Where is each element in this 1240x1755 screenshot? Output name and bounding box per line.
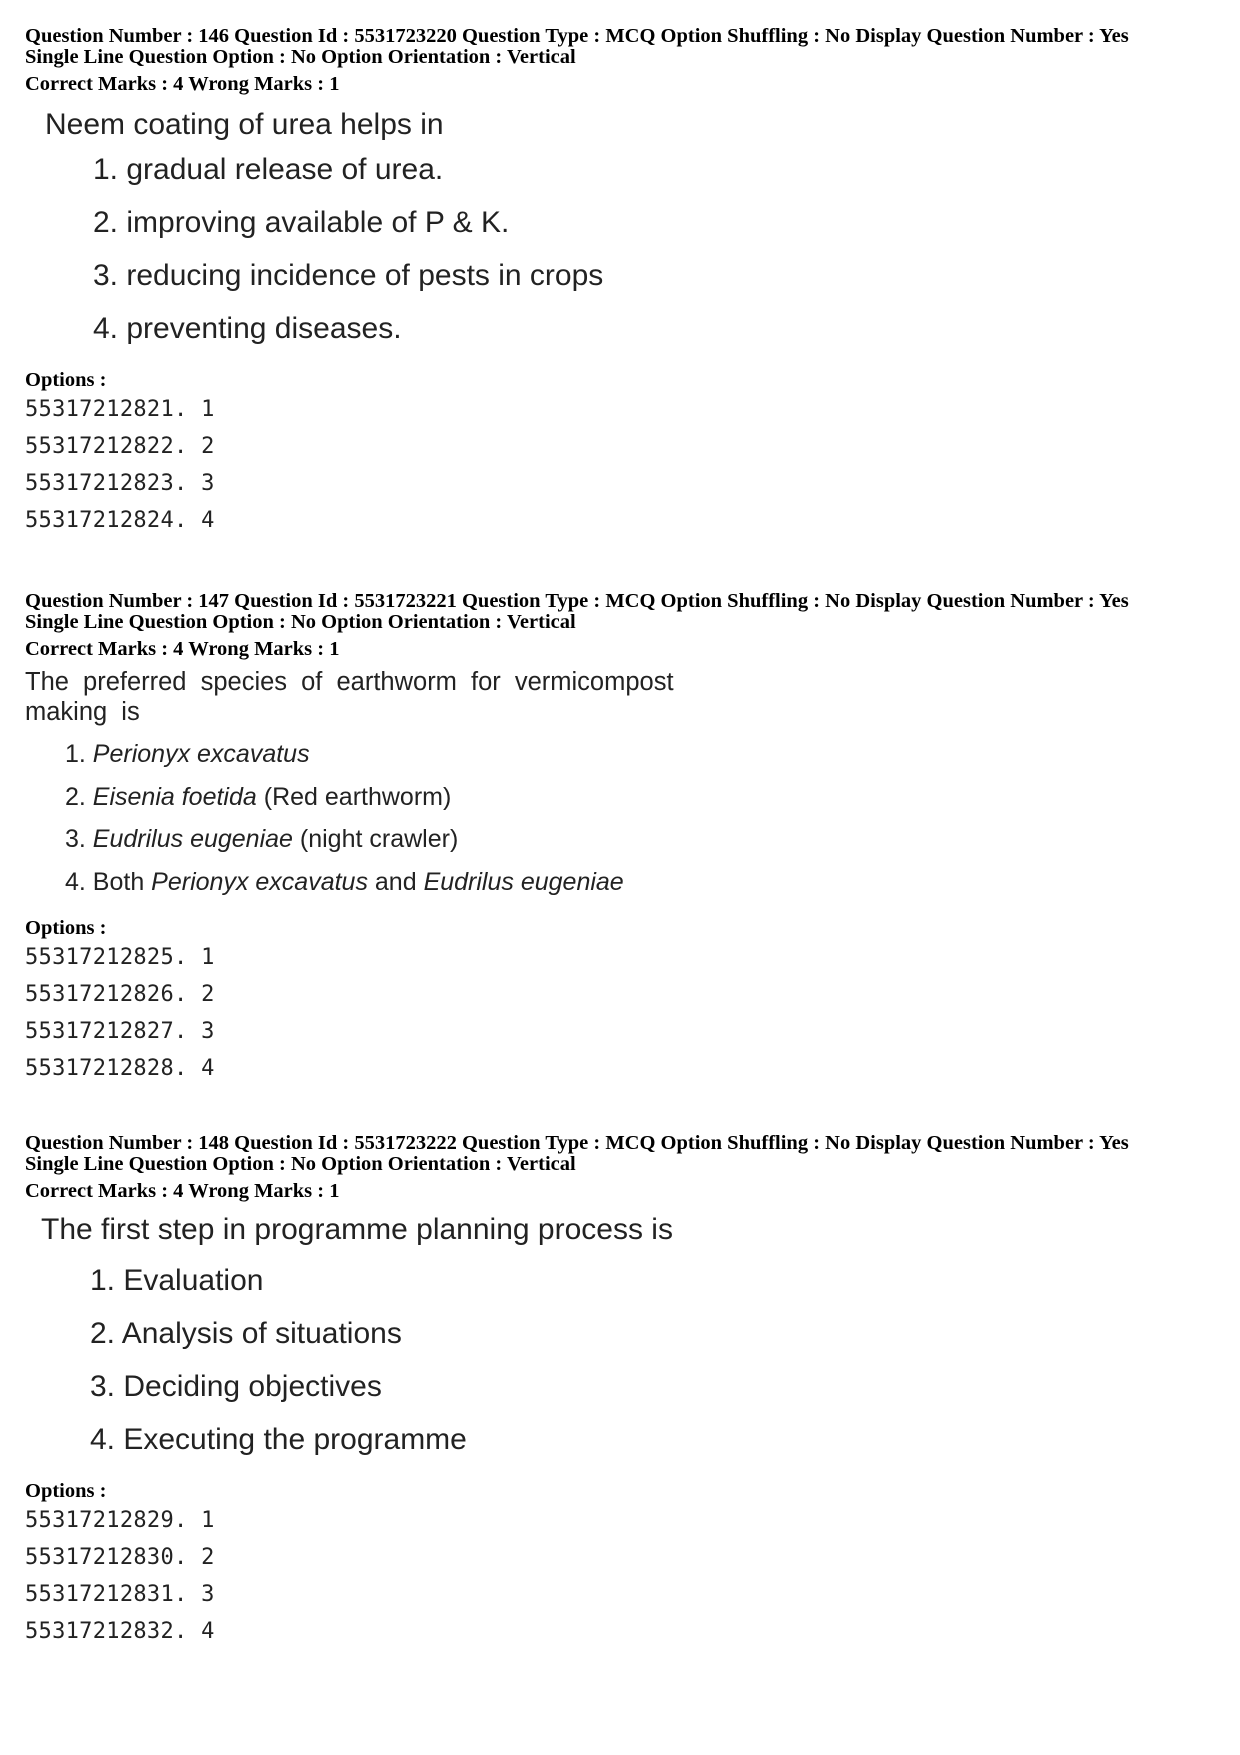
species-name: Perionyx excavatus xyxy=(92,740,310,768)
answer-choice xyxy=(25,818,705,861)
question-meta-line: Question Number : 146 Question Id : 5531723220 Question Type : MCQ Option Shuffling : No Display Question Number : Yes xyxy=(25,25,1129,47)
option-id: 55317212823. 3 xyxy=(25,471,215,496)
question-meta-line: Single Line Question Option : No Option Orientation : Vertical xyxy=(25,1153,576,1175)
option-id: 55317212829. 1 xyxy=(25,1508,215,1533)
options-list xyxy=(25,939,1215,1087)
options-list xyxy=(25,1502,1215,1650)
option-id: 55317212824. 4 xyxy=(25,508,215,533)
question-meta-line: Single Line Question Option : No Option Orientation : Vertical xyxy=(25,46,576,68)
species-name: Perionyx excavatus xyxy=(151,867,368,896)
choice-text: (Red earthworm) xyxy=(256,782,452,811)
answer-choice: 2. improving available of P & K. xyxy=(93,206,510,239)
answer-choice: 4. preventing diseases. xyxy=(93,312,402,345)
question-text: Neem coating of urea helps in xyxy=(45,108,444,141)
option-id: 55317212830. 2 xyxy=(25,1545,215,1570)
choice-number: 4. xyxy=(65,867,93,896)
answer-choice: 3. Deciding objectives xyxy=(90,1370,382,1403)
question-stem-image xyxy=(25,667,705,903)
options-label: Options : xyxy=(25,1480,107,1502)
options-label: Options : xyxy=(25,369,107,391)
answer-choice: 1. Evaluation xyxy=(90,1264,264,1297)
options-list xyxy=(25,391,1215,539)
choice-text: Both xyxy=(92,867,152,896)
choice-number: 2. xyxy=(65,782,93,811)
species-name: Eisenia foetida xyxy=(92,782,257,811)
question-stem-image xyxy=(25,107,1215,355)
answer-choice: 3. reducing incidence of pests in crops xyxy=(93,259,604,292)
option-id: 55317212828. 4 xyxy=(25,1056,215,1081)
answer-choice xyxy=(25,776,705,819)
answer-choice: 1. gradual release of urea. xyxy=(93,153,444,186)
option-id: 55317212832. 4 xyxy=(25,1619,215,1644)
question-block-147 xyxy=(25,591,1215,1087)
choice-number: 1. xyxy=(65,740,93,768)
option-id: 55317212822. 2 xyxy=(25,434,215,459)
choice-text: and xyxy=(367,867,424,896)
option-id: 55317212821. 1 xyxy=(25,397,215,422)
marks-line: Correct Marks : 4 Wrong Marks : 1 xyxy=(25,638,340,660)
option-id: 55317212831. 3 xyxy=(25,1582,215,1607)
marks-line: Correct Marks : 4 Wrong Marks : 1 xyxy=(25,73,340,95)
marks-line: Correct Marks : 4 Wrong Marks : 1 xyxy=(25,1180,340,1202)
option-id: 55317212827. 3 xyxy=(25,1019,215,1044)
question-meta-line: Single Line Question Option : No Option Orientation : Vertical xyxy=(25,611,576,633)
choice-text: (night crawler) xyxy=(292,825,459,853)
question-stem-image xyxy=(25,1212,1215,1466)
question-block-146 xyxy=(25,26,1215,539)
answer-choice-list xyxy=(25,1254,1215,1466)
answer-choice: 4. Executing the programme xyxy=(90,1423,467,1456)
question-meta-line: Question Number : 147 Question Id : 5531723221 Question Type : MCQ Option Shuffling : No Display Question Number : Yes xyxy=(25,590,1129,612)
answer-choice: 2. Analysis of situations xyxy=(90,1317,402,1350)
options-label: Options : xyxy=(25,917,107,939)
answer-choice-list xyxy=(25,733,705,903)
question-text: The first step in programme planning process is xyxy=(41,1213,673,1246)
species-name: Eudrilus eugeniae xyxy=(423,867,624,896)
answer-choice xyxy=(25,861,705,904)
choice-number: 3. xyxy=(65,825,93,853)
option-id: 55317212825. 1 xyxy=(25,945,215,970)
question-text: The preferred species of earthworm for vermicompost making is xyxy=(25,668,674,726)
species-name: Eudrilus eugeniae xyxy=(92,825,293,853)
answer-choice xyxy=(25,733,705,776)
option-id: 55317212826. 2 xyxy=(25,982,215,1007)
question-meta-line: Question Number : 148 Question Id : 5531723222 Question Type : MCQ Option Shuffling : No Display Question Number : Yes xyxy=(25,1132,1129,1154)
question-block-148 xyxy=(25,1133,1215,1650)
